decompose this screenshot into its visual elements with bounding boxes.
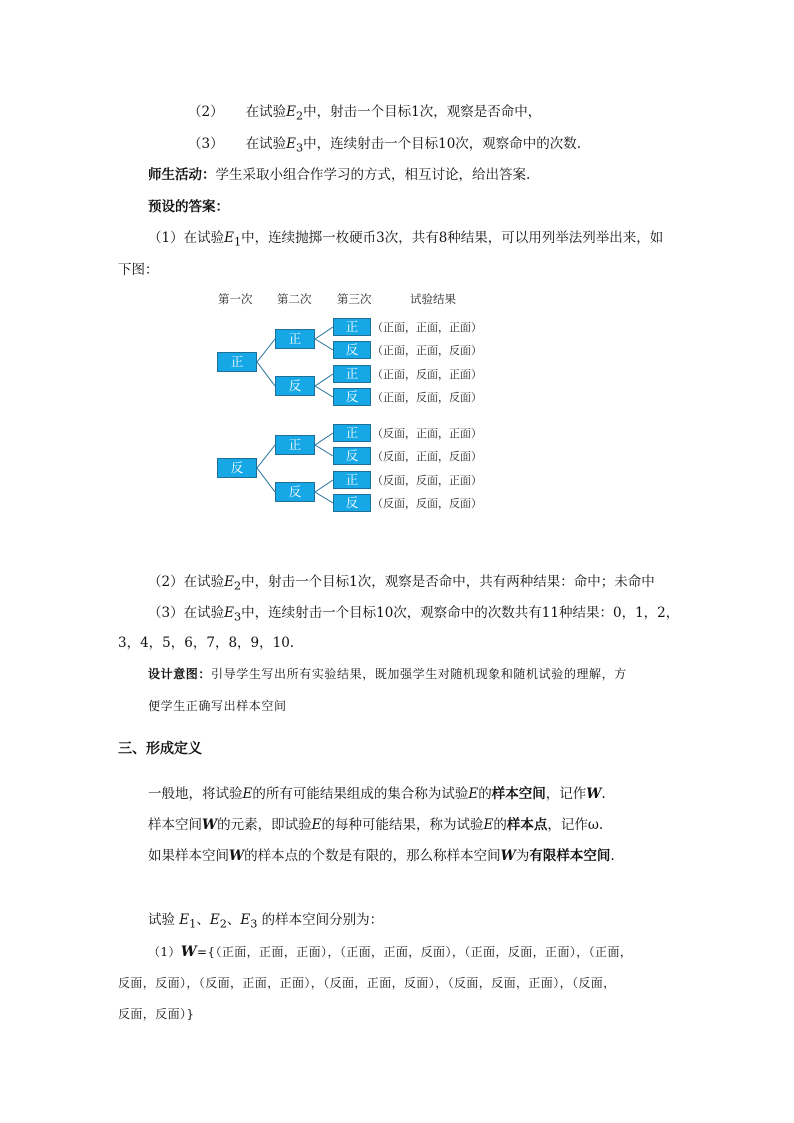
text: ，记作 bbox=[545, 786, 587, 802]
sample-spaces-intro bbox=[148, 911, 383, 934]
section-heading: 三、形成定义 bbox=[118, 741, 202, 757]
text: 一般地，将试验 bbox=[148, 786, 243, 802]
text: （1）在试验 bbox=[148, 230, 225, 246]
definition-3 bbox=[148, 847, 615, 865]
result-label: （反面，反面，反面） bbox=[372, 497, 482, 510]
activity-text: 学生采取小组合作学习的方式，相互讨论，给出答案. bbox=[215, 167, 531, 183]
subscript: 2 bbox=[295, 109, 304, 123]
node-third: 正 bbox=[333, 365, 371, 383]
term-sample-point: 样本点 bbox=[506, 817, 548, 833]
var-e: E bbox=[224, 574, 234, 590]
result-label: （正面，反面，反面） bbox=[372, 391, 482, 404]
sample-space-1-line1 bbox=[148, 943, 632, 961]
text: . bbox=[610, 848, 615, 864]
var-e: E bbox=[311, 817, 322, 833]
text: 的每种可能结果，称为试验 bbox=[321, 817, 484, 833]
var-w: W bbox=[586, 786, 602, 802]
var-e: E bbox=[179, 912, 190, 928]
tree-branch-line bbox=[257, 339, 275, 362]
text: 的 bbox=[493, 817, 507, 833]
subscript: 3 bbox=[295, 141, 304, 155]
term-finite-sample-space: 有限样本空间 bbox=[529, 848, 611, 864]
node-first-heads: 正 bbox=[217, 352, 257, 372]
design-text: 引导学生写出所有实验结果，既加强学生对随机现象和随机试验的理解，方 bbox=[211, 667, 627, 681]
node-second: 反 bbox=[275, 376, 315, 396]
answer-3-cont: 3，4，5，6，7，8，9，10. bbox=[118, 635, 295, 651]
node-first-tails: 反 bbox=[217, 458, 257, 478]
tree-branch-line bbox=[315, 327, 333, 339]
var-e: E bbox=[224, 230, 234, 246]
text: 在试验 bbox=[245, 136, 287, 152]
term-sample-space: 样本空间 bbox=[491, 786, 546, 802]
text: 试验 bbox=[148, 912, 180, 928]
var-e: E bbox=[242, 786, 253, 802]
var-w: W bbox=[180, 944, 197, 960]
separator: 、 bbox=[196, 912, 210, 928]
var-w: W bbox=[202, 817, 218, 833]
item-number: （3） bbox=[188, 136, 224, 152]
var-w: W bbox=[500, 848, 516, 864]
text: 为 bbox=[515, 848, 530, 864]
text: 的样本点的个数是有限的，那么称样本空间 bbox=[244, 848, 501, 864]
subscript: 1 bbox=[189, 917, 197, 931]
activity-label: 师生活动： bbox=[148, 167, 216, 183]
sample-space-1-line3: 反面，反面）} bbox=[118, 1007, 195, 1021]
node-third: 反 bbox=[333, 447, 371, 465]
var-e: E bbox=[468, 786, 479, 802]
text: 中，射击一个目标1次，观察是否命中， bbox=[303, 104, 542, 120]
text: ，记作ω. bbox=[547, 817, 604, 833]
text: . bbox=[601, 786, 606, 802]
var-e: E bbox=[224, 605, 234, 621]
subscript: 2 bbox=[219, 917, 227, 931]
item-number: （2） bbox=[188, 104, 224, 120]
answer-3 bbox=[148, 604, 679, 627]
sample-space-1-line2: 反面，反面），（反面，正面，正面），（反面，正面，反面），（反面，反面，正面），（反面， bbox=[118, 976, 616, 990]
text: 的元素，即试验 bbox=[217, 817, 312, 833]
tree-branch-line bbox=[257, 468, 275, 492]
result-label: （反面，反面，正面） bbox=[372, 474, 482, 487]
subscript: 3 bbox=[250, 917, 258, 931]
definition-2 bbox=[148, 816, 603, 834]
separator: 、 bbox=[226, 912, 241, 928]
node-third: 反 bbox=[333, 494, 371, 512]
node-third: 正 bbox=[333, 318, 371, 336]
text: （3）在试验 bbox=[148, 605, 225, 621]
subscript: 3 bbox=[233, 610, 242, 624]
node-second: 反 bbox=[275, 482, 315, 502]
header-third: 第三次 bbox=[337, 292, 372, 306]
tree-branch-line bbox=[315, 433, 333, 445]
design-intent-cont: 便学生正确写出样本空间 bbox=[148, 699, 287, 713]
node-second: 正 bbox=[275, 329, 315, 349]
tree-branch-line bbox=[315, 386, 333, 397]
tree-branch-line bbox=[315, 374, 333, 386]
text: 的 bbox=[478, 786, 492, 802]
text: 的所有可能结果组成的集合称为试验 bbox=[252, 786, 469, 802]
tree-branch-line bbox=[315, 339, 333, 350]
answer-title: 预设的答案： bbox=[148, 199, 229, 215]
result-label: （正面，反面，正面） bbox=[372, 368, 482, 381]
var-e: E bbox=[209, 912, 220, 928]
result-label: （正面，正面，正面） bbox=[372, 321, 482, 334]
answer-1-cont: 下图： bbox=[118, 262, 159, 278]
node-third: 正 bbox=[333, 471, 371, 489]
text: 在试验 bbox=[245, 104, 287, 120]
var-e: E bbox=[286, 104, 296, 120]
header-results: 试验结果 bbox=[410, 292, 456, 306]
text: ={（正面，正面，正面），（正面，正面，反面），（正面，反面，正面），（正面， bbox=[196, 945, 633, 959]
text: （2）在试验 bbox=[148, 574, 225, 590]
tree-branch-line bbox=[315, 492, 333, 503]
text: 样本空间 bbox=[148, 817, 202, 833]
tree-branch-line bbox=[315, 480, 333, 492]
node-third: 正 bbox=[333, 424, 371, 442]
result-label: （反面，正面，反面） bbox=[372, 450, 482, 463]
header-first: 第一次 bbox=[218, 292, 253, 306]
item-number: （1） bbox=[148, 945, 181, 959]
var-e: E bbox=[286, 136, 296, 152]
var-e: E bbox=[240, 912, 251, 928]
text: 的样本空间分别为： bbox=[257, 912, 384, 928]
var-w: W bbox=[229, 848, 245, 864]
header-second: 第二次 bbox=[277, 292, 312, 306]
node-third: 反 bbox=[333, 388, 371, 406]
node-second: 正 bbox=[275, 435, 315, 455]
tree-branch-line bbox=[315, 445, 333, 456]
result-label: （反面，正面，正面） bbox=[372, 427, 482, 440]
text: 中，射击一个目标1次，观察是否命中，共有两种结果：命中；未命中 bbox=[241, 574, 655, 590]
text: 如果样本空间 bbox=[148, 848, 229, 864]
design-intent bbox=[148, 665, 627, 683]
tree-branch-line bbox=[257, 362, 275, 386]
definition-1 bbox=[148, 785, 606, 803]
result-label: （正面，正面，反面） bbox=[372, 344, 482, 357]
text: 中，连续射击一个目标10次，观察命中的次数. bbox=[303, 136, 582, 152]
text: 中，连续射击一个目标10次，观察命中的次数共有11种结果：0，1，2， bbox=[241, 605, 680, 621]
subscript: 1 bbox=[233, 235, 242, 249]
answer-2 bbox=[148, 573, 655, 596]
text: 中，连续抛掷一枚硬币3次，共有8种结果，可以用列举法列举出来，如 bbox=[241, 230, 664, 246]
subscript: 2 bbox=[233, 579, 242, 593]
tree-branch-line bbox=[257, 445, 275, 468]
var-e: E bbox=[483, 817, 494, 833]
node-third: 反 bbox=[333, 341, 371, 359]
design-label: 设计意图： bbox=[148, 667, 212, 681]
